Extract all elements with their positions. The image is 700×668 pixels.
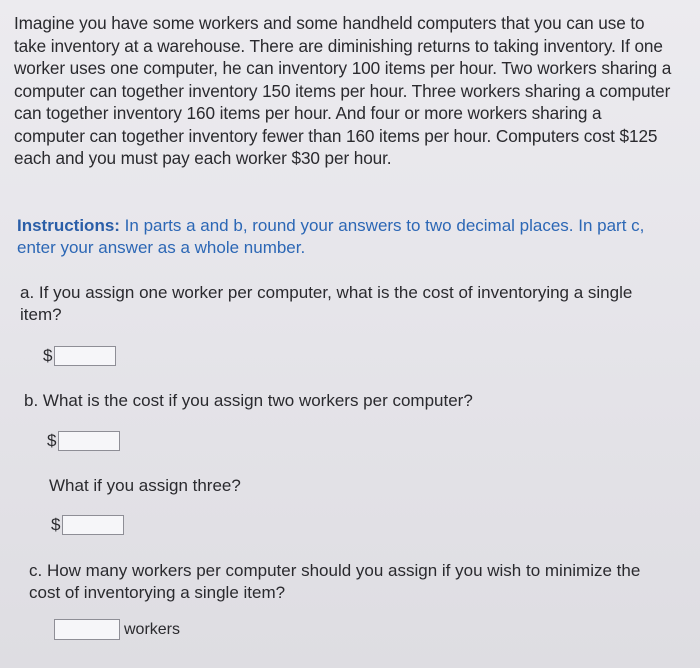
answer-b-input[interactable] (58, 431, 120, 451)
currency-symbol-b: $ (47, 431, 57, 450)
workers-unit-label: workers (124, 620, 181, 638)
question-c: c. How many workers per computer should you assign if you wish to minimize the cost of inventorying a single item? (29, 561, 641, 602)
answer-c-row (54, 619, 180, 640)
answer-c-input[interactable] (54, 619, 120, 640)
question-b: b. What is the cost if you assign two workers per computer? (24, 391, 473, 410)
answer-b-followup-input[interactable] (62, 515, 124, 535)
instructions-label: Instructions: (17, 216, 120, 235)
question-a: a. If you assign one worker per computer, what is the cost of inventorying a single item? (20, 283, 633, 324)
answer-b-row (47, 431, 120, 451)
answer-a-input[interactable] (54, 346, 116, 366)
currency-symbol-a: $ (43, 346, 53, 365)
question-b-followup: What if you assign three? (49, 476, 241, 495)
instructions (17, 215, 667, 259)
answer-b-followup-row (51, 515, 124, 535)
currency-symbol-b-followup: $ (51, 515, 61, 534)
answer-a-row (43, 346, 116, 366)
problem-statement: Imagine you have some workers and some handheld computers that you can use to take inventory at a warehouse. There are diminishing returns to taking inventory. If one worker uses one computer, he can inventory 100 items per hour. Two workers sharing a computer can together inventory 150 items per hour. Three workers sharing a computer can together inventory 160 items per hour. And four or more workers sharing a computer can together inventory fewer than 160 items per hour. Computers cost $125 each and you must pay each worker $30 per hour. (14, 13, 672, 168)
instructions-text: In parts a and b, round your answers to two decimal places. In part c, enter your answer as a whole number. (17, 216, 645, 257)
